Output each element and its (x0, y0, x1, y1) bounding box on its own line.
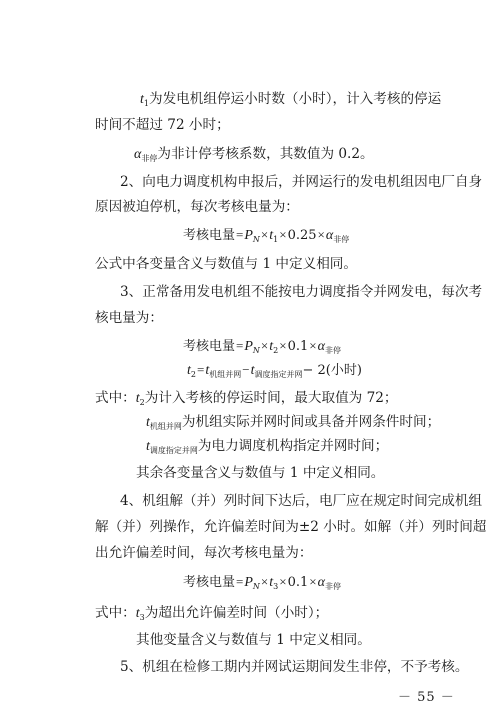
sub-N: N (252, 346, 260, 355)
coef-01: 0.1 (287, 575, 309, 590)
sub-feiting: 非停 (324, 582, 341, 591)
var-t: t (269, 575, 274, 590)
times-sign: × (260, 338, 269, 353)
sub-1: 1 (273, 235, 279, 244)
formula-3-tail: − 2(小时) (302, 363, 362, 378)
item3-line1: 3、正常备用发电机组不能按电力调度指令并网发电，每次考 (120, 284, 483, 300)
eq-sign: = (236, 338, 244, 353)
where-label: 式中： (95, 605, 136, 621)
var-alpha: α (317, 339, 325, 354)
item5-line: 5、机组在检修工期内并网试运期间发生非停，不予考核。 (120, 659, 469, 675)
times-sign: × (317, 227, 325, 242)
sub-jizu: 机组并网 (149, 422, 182, 431)
def-tjizu-text: 为机组实际并网时间或具备并网条件时间； (181, 414, 441, 430)
var-P: P (244, 228, 253, 243)
times-sign: × (279, 227, 287, 242)
var-alpha: α (134, 147, 142, 162)
var-P: P (244, 339, 253, 354)
item2-line2: 原因被迫停机，每次考核电量为： (95, 199, 299, 215)
times-sign: × (279, 338, 287, 353)
var-t: t (146, 439, 150, 454)
sub-tiaodu: 调度指定并网 (149, 446, 198, 455)
sub-N: N (252, 235, 260, 244)
sub-feiting: 非停 (324, 346, 341, 355)
times-sign: × (279, 574, 287, 589)
def-t1-line2: 时间不超过 72 小时； (95, 117, 230, 133)
item2-note: 公式中各变量含义与数值与 1 中定义相同。 (95, 256, 357, 272)
coef-01: 0.1 (287, 339, 309, 354)
var-alpha: α (317, 575, 325, 590)
def-t1-text: 为发电机组停运小时数（小时），计入考核的停运 (148, 91, 442, 107)
var-P: P (244, 575, 253, 590)
formula-2 (183, 336, 341, 361)
coef-025: 0.25 (287, 228, 317, 243)
var-t: t (269, 339, 274, 354)
def-t2-line (95, 388, 397, 413)
times-sign: × (260, 574, 269, 589)
def-alpha-line (134, 144, 374, 169)
var-t: t (146, 415, 150, 430)
sub-2: 2 (139, 398, 145, 407)
sub-3: 3 (273, 582, 279, 591)
item3-note: 其余各变量含义与数值与 1 中定义相同。 (136, 465, 385, 481)
sub-feiting: 非停 (141, 154, 158, 163)
def-t2-text: 为计入考核的停运时间，最大取值为 72； (144, 390, 398, 406)
sub-1: 1 (143, 99, 149, 108)
def-t3-text: 为超出允许偏差时间（小时）； (144, 605, 329, 621)
def-alpha-text: 为非计停考核系数，其数值为 0.2。 (157, 146, 374, 162)
sub-feiting: 非停 (333, 235, 350, 244)
item4-line3: 出允许偏差时间，每次考核电量为： (95, 545, 313, 561)
formula-3 (187, 360, 362, 385)
item2-line1: 2、向电力调度机构申报后，并网运行的发电机组因电厂自身 (120, 174, 483, 190)
formula-label: 考核电量 (183, 228, 236, 243)
where-label: 式中： (95, 390, 136, 406)
item4-note: 其他变量含义与数值与 1 中定义相同。 (136, 632, 371, 648)
formula-4 (183, 572, 341, 597)
sub-jizu: 机组并网 (209, 370, 242, 379)
item4-line1: 4、机组解（并）列时间下达后，电厂应在规定时间完成机组 (120, 493, 483, 509)
var-alpha: α (325, 228, 334, 243)
var-t: t (135, 391, 140, 406)
sub-N: N (252, 582, 260, 591)
formula-label: 考核电量 (183, 339, 236, 354)
item4-line2: 解（并）列操作，允许偏差时间为±2 小时。如解（并）列时间超 (95, 519, 487, 535)
sub-tiaodu: 调度指定并网 (254, 370, 303, 379)
def-ttiaodu-text: 为电力调度机构指定并网时间； (197, 438, 389, 454)
formula-1 (183, 225, 349, 250)
item3-line2: 核电量为： (95, 310, 163, 326)
eq-sign: = (196, 362, 205, 377)
var-t: t (140, 92, 144, 107)
sub-2: 2 (273, 346, 279, 355)
var-t: t (205, 363, 210, 378)
var-t: t (250, 363, 255, 378)
def-ttiaodu-line (146, 436, 388, 461)
var-t: t (135, 606, 140, 621)
eq-sign: = (236, 227, 244, 242)
var-t: t (269, 228, 274, 243)
formula-label: 考核电量 (183, 575, 236, 590)
times-sign: × (260, 227, 269, 242)
sub-3: 3 (139, 613, 145, 622)
def-tjizu-line (146, 412, 440, 437)
var-t: t (187, 363, 191, 378)
page-number: － 55 － (398, 690, 455, 705)
def-t1-line1 (140, 89, 441, 114)
times-sign: × (309, 574, 317, 589)
sub-2: 2 (190, 370, 196, 379)
eq-sign: = (236, 574, 244, 589)
def-t3-line (95, 603, 328, 628)
minus-sign: − (242, 362, 250, 377)
times-sign: × (309, 338, 317, 353)
